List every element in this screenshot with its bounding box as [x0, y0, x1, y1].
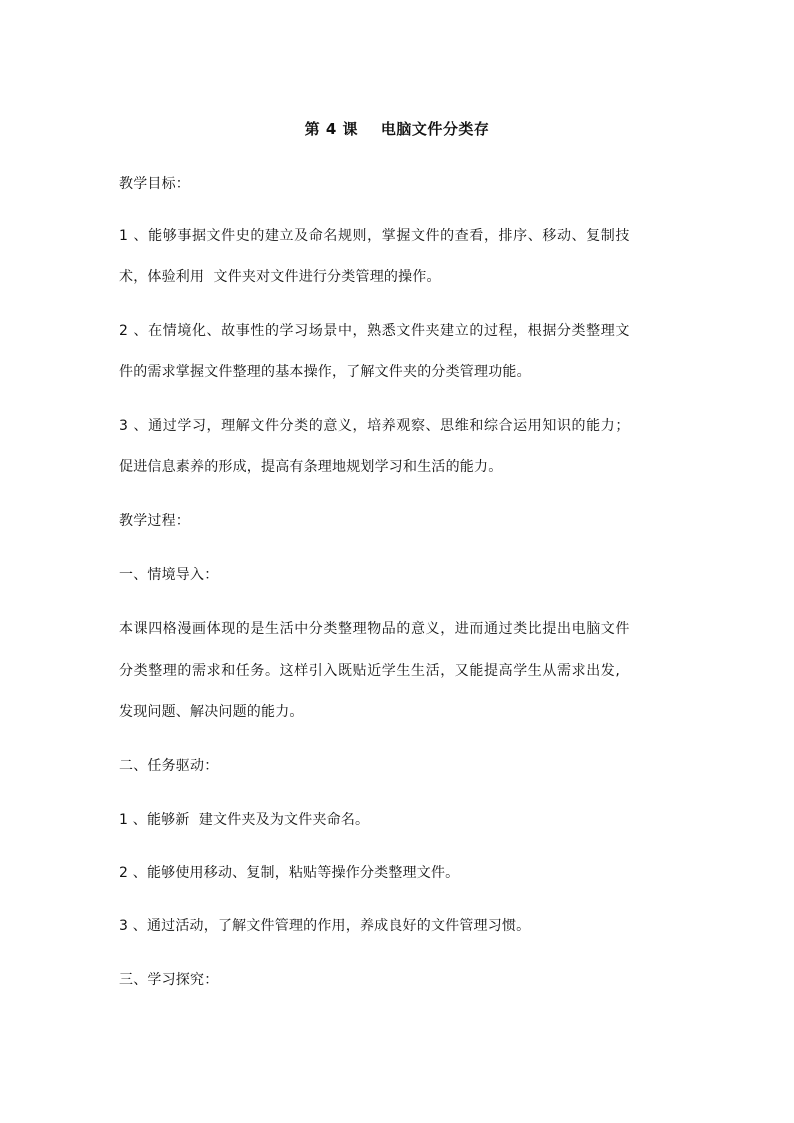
objective-1-line-1: 1 、能够事据文件史的建立及命名规则，掌握文件的查看，排序、移动、复制技	[119, 228, 630, 244]
section-heading-process: 教学过程：	[119, 513, 190, 529]
task-1: 1 、能够新 建文件夹及为文件夹命名。	[119, 812, 370, 828]
objective-3-line-2: 促进信息素养的形成，提高有条理地规划学习和生活的能力。	[119, 459, 503, 475]
intro-paragraph-line-3: 发现问题、解决问题的能力。	[119, 704, 304, 720]
intro-paragraph-line-1: 本课四格漫画体现的是生活中分类整理物品的意义，进而通过类比提出电脑文件	[119, 621, 630, 637]
section-heading-explore: 三、学习探究：	[119, 972, 219, 988]
intro-paragraph-line-2: 分类整理的需求和任务。这样引入既贴近学生生活，又能提高学生从需求出发,	[119, 663, 621, 679]
section-heading-tasks: 二、任务驱动：	[119, 758, 219, 774]
objective-1-line-2: 术，体验利用 文件夹对文件进行分类管理的操作。	[119, 269, 441, 285]
lesson-title: 第 4 课 电脑文件分类存	[304, 120, 490, 138]
task-3: 3 、通过活动，了解文件管理的作用，养成良好的文件管理习惯。	[119, 918, 531, 934]
section-heading-intro: 一、情境导入：	[119, 567, 219, 583]
objective-2-line-2: 件的需求掌握文件整理的基本操作，了解文件夹的分类管理功能。	[119, 364, 531, 380]
section-heading-objectives: 教学目标：	[119, 176, 190, 192]
task-2: 2 、能够使用移动、复制，粘贴等操作分类整理文件。	[119, 865, 460, 881]
objective-2-line-1: 2 、在情境化、故事性的学习场景中，熟悉文件夹建立的过程，根据分类整理文	[119, 323, 630, 339]
objective-3-line-1: 3 、通过学习，理解文件分类的意义，培养观察、思维和综合运用知识的能力；	[119, 418, 630, 434]
